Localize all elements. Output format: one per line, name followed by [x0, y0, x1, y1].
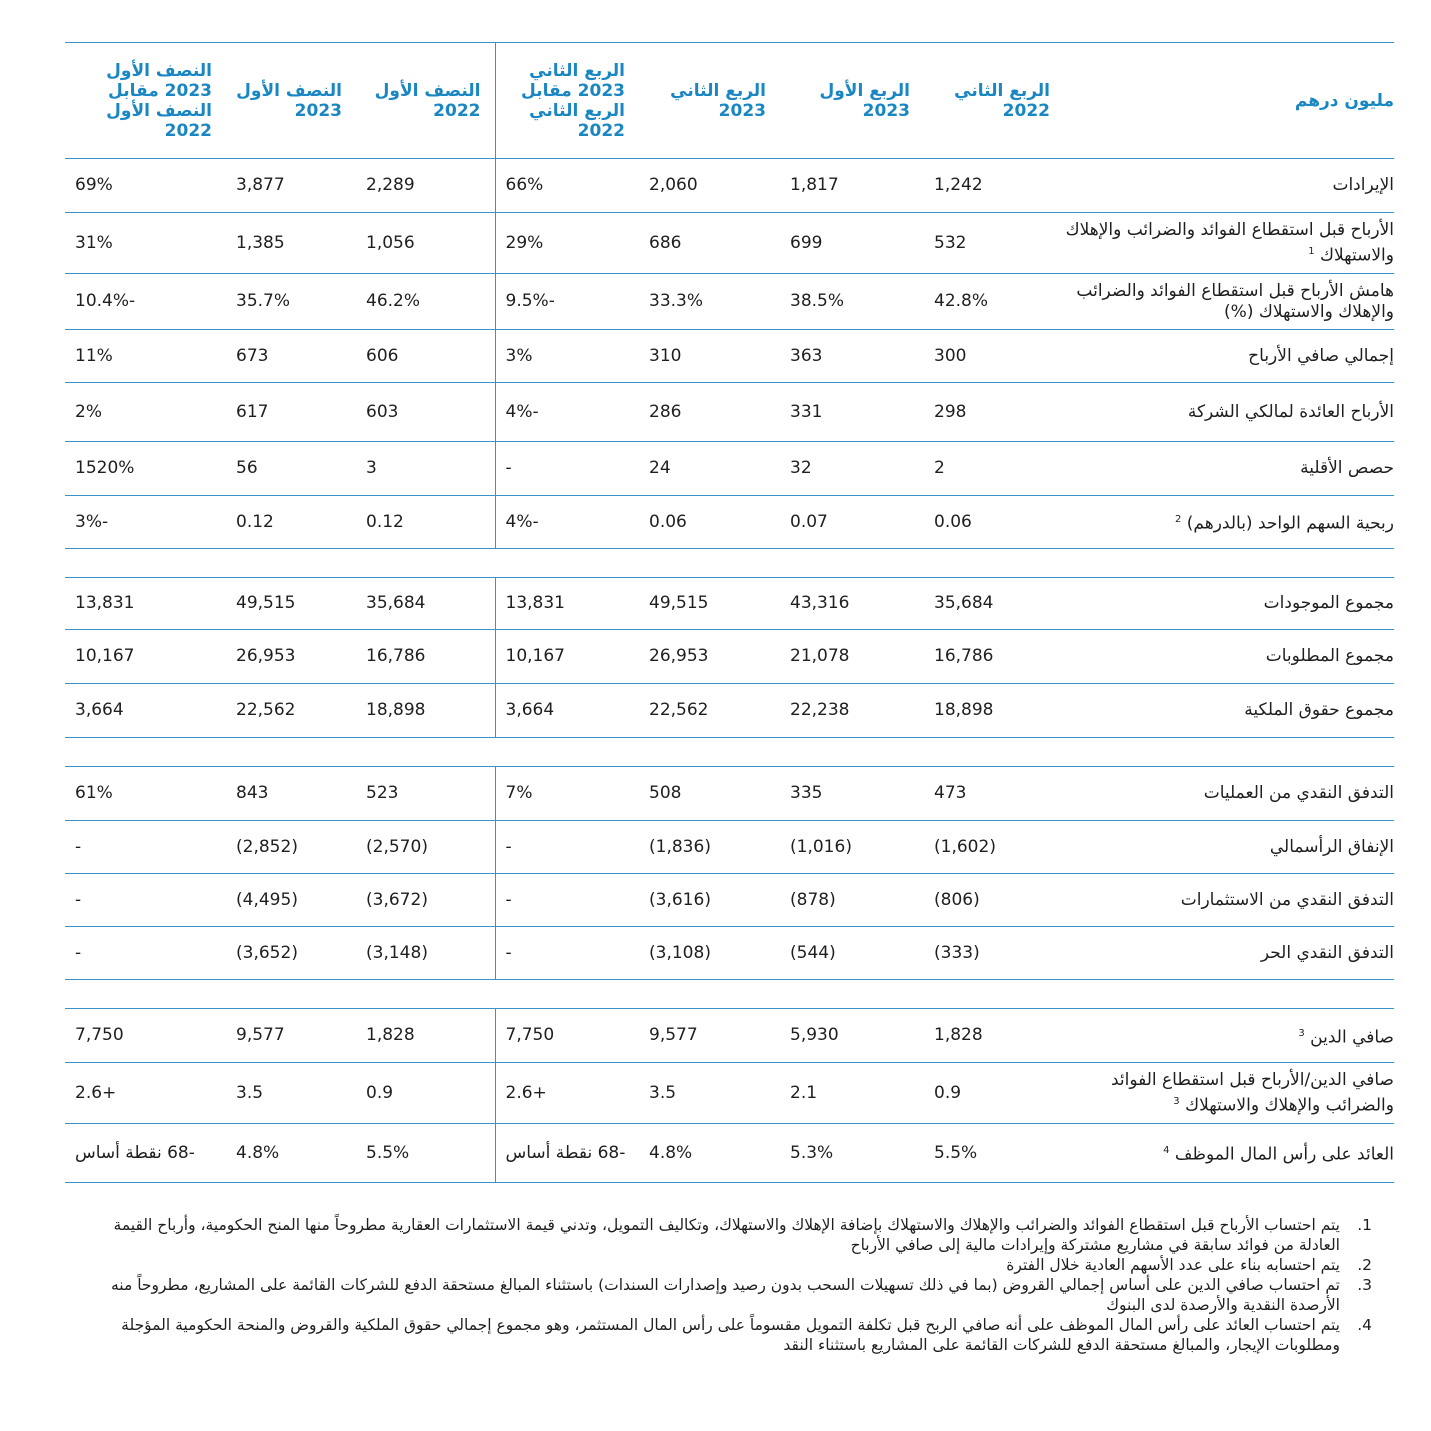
row-label: [1064, 442, 1394, 496]
table-cell: 22,238: [790, 700, 850, 720]
col-header-line: النصف الأول: [374, 80, 481, 101]
row-label: [1064, 630, 1394, 684]
section-spacer: [65, 549, 1394, 578]
table-cell: 5.3%: [790, 1142, 834, 1163]
table-cell: -: [75, 942, 82, 963]
financial-summary-table-wrapper: [65, 42, 1394, 1183]
table-cell: 0.12: [236, 511, 274, 532]
table-cell: 24: [649, 458, 671, 478]
table-cell: (1,016): [790, 836, 852, 857]
table-cell: 35,684: [934, 593, 994, 613]
row-label-text: التدفق النقدي من الاستثمارات: [1180, 889, 1394, 910]
table-cell: 1,828: [934, 1025, 983, 1045]
table-cell: 310: [649, 345, 682, 366]
table-cell: 1,056: [366, 232, 415, 253]
footnote-text: تم احتساب صافي الدين على أساس إجمالي القروض (بما في ذلك تسهيلات السحب بدون رصيد وإصدارات السندات) باستثناء المبالغ مستحقة الدفع للشركات القائمة على المشاريع، مطروحاً منه الأرصدة النقدية والأرصدة لدى البنوك: [110, 1276, 1340, 1314]
col-header-q2-2022: [924, 43, 1064, 159]
row-label-text: مجموع حقوق الملكية: [1244, 700, 1394, 720]
table-cell: 0.9: [934, 1082, 962, 1103]
table-header-row: [65, 43, 1394, 159]
table-row: [65, 767, 1394, 821]
row-label: [1064, 159, 1394, 213]
row-label-text: الإنفاق الرأسمالي: [1269, 836, 1394, 857]
row-label: [1064, 684, 1394, 738]
col-header-line: النصف الأول: [106, 100, 212, 121]
table-cell: 3: [366, 458, 377, 478]
table-cell: 1,817: [790, 175, 839, 195]
row-label: [1064, 1063, 1394, 1124]
row-label-text: صافي الدين: [1310, 1027, 1394, 1048]
footnote-text: يتم احتساب الأرباح قبل استقطاع الفوائد والضرائب والإهلاك والاستهلاك بإضافة الإهلاك والاستهلاك، وتكاليف التمويل، وتدني قيمة الاستثمارات العقارية مطروحاً منها المنح الحكومية، وأرباح القيمة العادلة من فوائد سابقة في مشاريع مشتركة وإيرادات مالية إلى صافي الأرباح: [113, 1216, 1340, 1254]
col-header-line: 2022: [577, 120, 625, 141]
table-cell: (3,108): [649, 942, 711, 963]
table-cell: 26,953: [236, 646, 296, 666]
row-label-text: حصص الأقلية: [1300, 458, 1394, 478]
table-cell: 523: [366, 783, 399, 803]
table-cell: 22,562: [649, 700, 709, 720]
section-spacer: [65, 980, 1394, 1009]
col-header-line: الربع الثاني: [670, 80, 766, 101]
table-cell: 363: [790, 345, 823, 366]
table-cell: +2.6: [495, 1063, 639, 1124]
table-cell: 56: [236, 458, 258, 478]
table-cell: 473: [934, 783, 967, 803]
table-cell: 1,828: [366, 1025, 415, 1045]
table-cell: (806): [934, 889, 980, 910]
footnote-text: يتم احتسابه بناء على عدد الأسهم العادية خلال الفترة: [1006, 1256, 1340, 1274]
table-cell: (3,148): [366, 942, 428, 963]
row-label: [1064, 274, 1394, 330]
table-cell: 11%: [75, 345, 113, 366]
table-cell: 16,786: [366, 646, 426, 666]
table-cell: -9.5%: [495, 274, 639, 330]
table-cell: 10,167: [495, 630, 639, 684]
row-label: [1064, 874, 1394, 927]
table-cell: 2%: [75, 401, 102, 422]
table-cell: 4.8%: [236, 1142, 280, 1163]
table-cell: 1,242: [934, 175, 983, 195]
table-cell: 1,385: [236, 232, 285, 253]
table-row: [65, 1124, 1394, 1183]
table-cell: (4,495): [236, 889, 298, 910]
row-label: [1064, 1009, 1394, 1063]
table-cell: (2,570): [366, 836, 428, 857]
table-cell: 0.9: [366, 1082, 394, 1103]
table-row: [65, 213, 1394, 274]
row-label-text: التدفق النقدي الحر: [1260, 942, 1394, 963]
footnote-item: [80, 1275, 1372, 1315]
unit-label: مليون درهم: [1294, 90, 1394, 111]
table-cell: (3,652): [236, 942, 298, 963]
row-label-text: إجمالي صافي الأرباح: [1248, 345, 1394, 366]
table-cell: -4%: [495, 496, 639, 549]
footnote-text: يتم احتساب العائد على رأس المال الموظف على أنه صافي الربح قبل تكلفة التمويل مقسوماً على رأس المال المستثمر، وهو مجموع إجمالي حقوق الملكية والقروض والمنحة الحكومية المؤجلة ومطلوبات الإيجار، والمبالغ مستحقة الدفع للشركات القائمة على المشاريع باستثناء النقد: [121, 1316, 1340, 1354]
col-header-line: الربع الثاني: [954, 80, 1050, 101]
table-cell: -: [495, 442, 639, 496]
table-cell: 2,060: [649, 175, 698, 195]
spacer-cell: [65, 549, 1394, 578]
row-label-text: التدفق النقدي من العمليات: [1203, 783, 1394, 803]
table-cell: 66%: [495, 159, 639, 213]
table-cell: 2.1: [790, 1082, 818, 1103]
table-row: [65, 383, 1394, 442]
table-cell: 35.7%: [236, 291, 291, 311]
table-cell: 603: [366, 401, 399, 422]
col-header-q2-comparison: [495, 43, 639, 159]
table-cell: 606: [366, 345, 399, 366]
table-row: [65, 442, 1394, 496]
table-cell: 3,664: [495, 684, 639, 738]
col-header-line: الربع الثاني: [529, 60, 625, 81]
table-cell: 3,664: [75, 700, 124, 720]
table-cell: 617: [236, 401, 269, 422]
col-header-line: الربع الأول: [819, 80, 910, 101]
table-cell: 18,898: [934, 700, 994, 720]
table-cell: 2: [934, 458, 945, 478]
row-label: [1064, 383, 1394, 442]
table-cell: 673: [236, 345, 269, 366]
table-row: [65, 1063, 1394, 1124]
footnote-marker: 1: [1308, 245, 1315, 257]
table-cell: 7,750: [495, 1009, 639, 1063]
table-cell: 7,750: [75, 1025, 124, 1045]
col-header-line: 2023: [718, 100, 766, 121]
row-label-text: ربحية السهم الواحد (بالدرهم): [1186, 513, 1394, 534]
row-label-text: الإيرادات: [1332, 175, 1394, 195]
table-cell: 9,577: [649, 1025, 698, 1045]
table-cell: 5.5%: [366, 1142, 410, 1163]
section-spacer: [65, 738, 1394, 767]
table-cell: 532: [934, 232, 967, 253]
table-row: [65, 496, 1394, 549]
table-cell: 3.5: [236, 1082, 264, 1103]
financial-summary-table: [65, 42, 1394, 1183]
table-cell: 61%: [75, 783, 113, 803]
row-label: [1064, 927, 1394, 980]
row-label-text: صافي الدين/الأرباح قبل استقطاع الفوائد والضرائب والإهلاك والاستهلاك: [1110, 1069, 1394, 1116]
table-cell: (3,672): [366, 889, 428, 910]
footnote-marker: 4: [1163, 1145, 1170, 1157]
table-cell: -4%: [495, 383, 639, 442]
table-cell: 49,515: [236, 593, 296, 613]
table-cell: 5.5%: [934, 1142, 978, 1163]
spacer-cell: [65, 738, 1394, 767]
row-label-text: العائد على رأس المال الموظف: [1174, 1144, 1394, 1165]
row-label: [1064, 578, 1394, 630]
table-cell: (2,852): [236, 836, 298, 857]
col-header-line: 2022: [1002, 100, 1050, 121]
table-cell: 4.8%: [649, 1142, 693, 1163]
row-label: [1064, 821, 1394, 874]
col-header-line: الربع الثاني: [529, 100, 625, 121]
table-cell: 3%: [495, 330, 639, 383]
col-header-line: النصف الأول: [106, 60, 212, 81]
table-cell: 22,562: [236, 700, 296, 720]
table-row: [65, 821, 1394, 874]
row-label-text: مجموع الموجودات: [1263, 593, 1394, 613]
table-cell: (544): [790, 942, 836, 963]
footnote-number: 3.: [1357, 1276, 1372, 1294]
table-cell: -: [495, 927, 639, 980]
table-row: [65, 927, 1394, 980]
table-cell: 0.12: [366, 511, 404, 532]
table-cell: 286: [649, 401, 682, 422]
table-cell: 5,930: [790, 1025, 839, 1045]
table-cell: (1,836): [649, 836, 711, 857]
col-header-line: 2023 مقابل: [108, 80, 212, 101]
table-cell: 46.2%: [366, 291, 421, 311]
col-header-line: 2023 مقابل: [521, 80, 625, 101]
table-cell: 331: [790, 401, 823, 422]
footnote-number: 2.: [1357, 1256, 1372, 1274]
footnotes: [80, 1215, 1372, 1355]
table-cell: (333): [934, 942, 980, 963]
table-cell: 33.3%: [649, 291, 704, 311]
table-cell: 35,684: [366, 593, 426, 613]
footnote-item: [80, 1215, 1372, 1255]
table-cell: 13,831: [75, 593, 135, 613]
table-cell: 699: [790, 232, 823, 253]
table-cell: 2,289: [366, 175, 415, 195]
table-row: [65, 578, 1394, 630]
table-cell: 3,877: [236, 175, 285, 195]
table-cell: 843: [236, 783, 269, 803]
col-header-h1-2022: [356, 43, 495, 159]
row-label-text: هامش الأرباح قبل استقطاع الفوائد والضرائب والإهلاك والاستهلاك (%): [1076, 280, 1394, 322]
table-cell: (3,616): [649, 889, 711, 910]
table-cell: 0.07: [790, 511, 828, 532]
col-header-q2-2023: [639, 43, 780, 159]
table-cell: -: [495, 874, 639, 927]
table-cell: 3.5: [649, 1082, 677, 1103]
table-row: [65, 684, 1394, 738]
table-cell: +2.6: [75, 1082, 117, 1103]
table-cell: -68 نقطة أساس: [495, 1124, 639, 1183]
table-cell: 21,078: [790, 646, 850, 666]
table-cell: 26,953: [649, 646, 709, 666]
footnote-marker: 3: [1298, 1027, 1305, 1039]
table-cell: 508: [649, 783, 682, 803]
col-header-line: النصف الأول: [236, 80, 342, 101]
col-header-line: 2023: [862, 100, 910, 121]
row-label: [1064, 1124, 1394, 1183]
table-cell: 43,316: [790, 593, 850, 613]
table-row: [65, 159, 1394, 213]
footnote-item: [80, 1255, 1372, 1275]
table-cell: 7%: [495, 767, 639, 821]
col-header-h1-comparison: [65, 43, 226, 159]
table-cell: -: [75, 889, 82, 910]
table-cell: 69%: [75, 175, 113, 195]
table-cell: (878): [790, 889, 836, 910]
table-row: [65, 330, 1394, 383]
row-label-text: الأرباح العائدة لمالكي الشركة: [1187, 401, 1394, 422]
table-cell: 16,786: [934, 646, 994, 666]
table-cell: -68 نقطة أساس: [75, 1143, 195, 1163]
row-label: [1064, 213, 1394, 274]
col-header-line: 2022: [433, 100, 481, 121]
table-cell: -3%: [75, 511, 109, 532]
table-cell: 38.5%: [790, 291, 845, 311]
table-cell: 300: [934, 345, 967, 366]
table-cell: 0.06: [649, 511, 687, 532]
col-header-line: 2022: [164, 120, 212, 141]
table-cell: 18,898: [366, 700, 426, 720]
table-row: [65, 1009, 1394, 1063]
table-cell: -10.4%: [75, 291, 136, 311]
table-cell: 686: [649, 232, 682, 253]
footnote-number: 4.: [1357, 1316, 1372, 1334]
footnote-marker: 2: [1175, 514, 1182, 526]
row-label-text: الأرباح قبل استقطاع الفوائد والضرائب والإهلاك والاستهلاك: [1065, 219, 1394, 266]
table-cell: 29%: [495, 213, 639, 274]
table-cell: 1520%: [75, 458, 135, 478]
table-row: [65, 274, 1394, 330]
table-cell: 13,831: [495, 578, 639, 630]
table-cell: (1,602): [934, 836, 996, 857]
row-label: [1064, 330, 1394, 383]
footnote-number: 1.: [1357, 1216, 1372, 1234]
footnote-marker: 3: [1173, 1095, 1180, 1107]
row-label: [1064, 767, 1394, 821]
col-header-line: 2023: [294, 100, 342, 121]
table-cell: 298: [934, 401, 967, 422]
table-cell: 0.06: [934, 511, 972, 532]
table-body: [65, 159, 1394, 1183]
row-label: [1064, 496, 1394, 549]
table-cell: 10,167: [75, 646, 135, 666]
footnote-item: [80, 1315, 1372, 1355]
col-header-h1-2023: [226, 43, 356, 159]
table-cell: -: [495, 821, 639, 874]
col-header-q1-2023: [780, 43, 924, 159]
table-row: [65, 874, 1394, 927]
table-cell: 32: [790, 458, 812, 478]
table-cell: 31%: [75, 232, 113, 253]
row-label-text: مجموع المطلوبات: [1265, 646, 1394, 666]
table-cell: 335: [790, 783, 823, 803]
spacer-cell: [65, 980, 1394, 1009]
table-cell: 9,577: [236, 1025, 285, 1045]
table-cell: -: [75, 836, 82, 857]
table-row: [65, 630, 1394, 684]
table-cell: 42.8%: [934, 291, 989, 311]
table-cell: 49,515: [649, 593, 709, 613]
